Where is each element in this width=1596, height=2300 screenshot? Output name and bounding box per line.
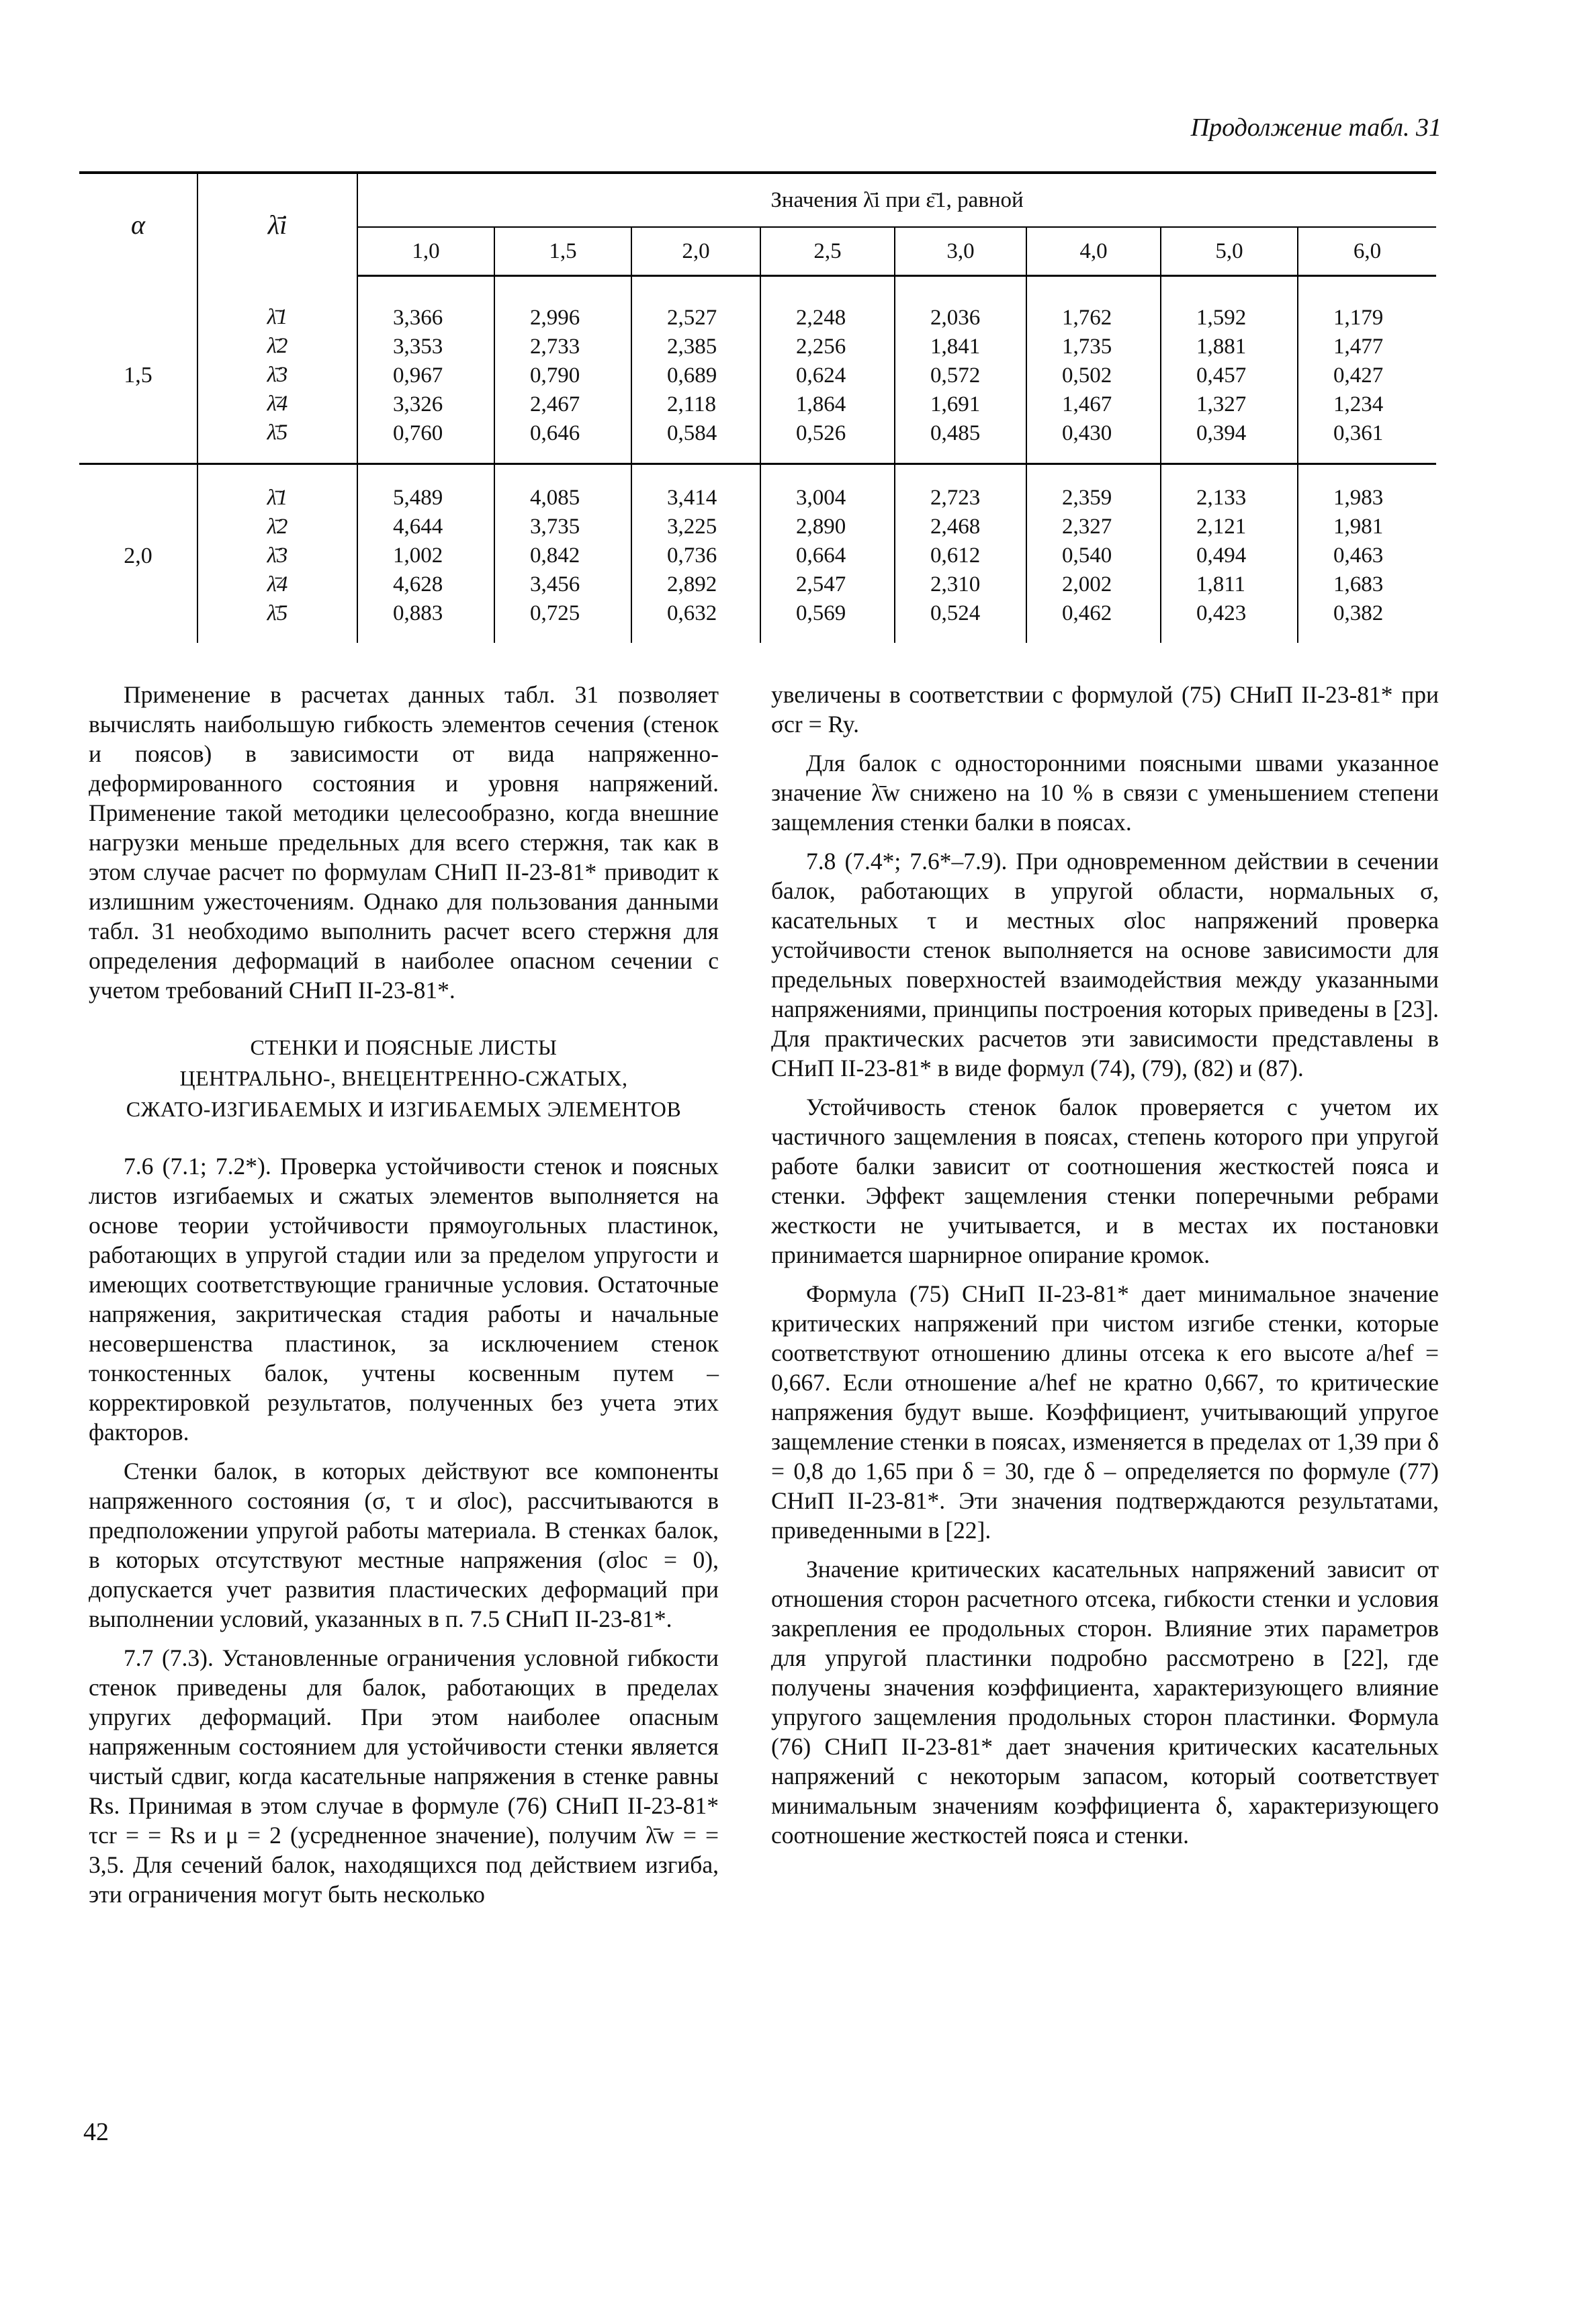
paragraph: Устойчивость стенок балок проверяется с учетом их частичного защемления в поясах, степень которого при упругой работе балки зависит от соотношения жесткостей пояса и стенки. Эффект защемления стенки поперечными ребрами жесткости не учитывается, и в местах их постановки принимается шарнирное опирание кромок. [771,1094,1439,1268]
table-cell: 0,427 [1333,363,1384,388]
table-cell: 1,592 [1196,306,1247,330]
right-text-column [771,680,1439,1859]
table-cell: 0,540 [1062,543,1112,568]
value-column [1026,276,1161,464]
table-cell: 2,468 [930,515,981,539]
paragraph: 7.8 (7.4*; 7.6*–7.9). При одновременном действии в сечении балок, работающих в упругой области, нормальных σ, касательных τ и местных σloc напряжений проверка устойчивости стенок выполняется на основе зависимости для предельных поверхностей взаимодействия между указанными напряжениями, принципы построения которых приведены в [23]. Для практических расчетов эти зависимости представлены в СНиП II-23-81* в виде формул (74), (79), (82) и (87). [771,848,1439,1081]
page-number: 42 [83,2118,109,2146]
table-cell: 0,430 [1062,421,1112,445]
table-cell: 2,733 [530,335,580,359]
table-cell: 2,118 [667,392,717,416]
table-cell: 0,760 [393,421,443,445]
lambda-label: λ̄3 [267,363,288,388]
lambda-label: λ̄5 [267,421,288,445]
value-column [895,464,1026,644]
table-cell: 0,526 [796,421,846,445]
value-column [494,276,631,464]
table-cell: 2,327 [1062,515,1112,539]
table-cell: 0,485 [930,421,981,445]
header-e-value: 3,0 [895,227,1026,276]
lambda-label: λ̄2 [267,334,288,359]
paragraph: Стенки балок, в которых действуют все компоненты напряженного состояния (σ, τ и σloc), рассчитываются в предположении упругой работы материала. В стенках балок, в которых отсутствуют местные напряжения (σloc = 0), допускается учет развития пластических деформаций при выполнении условий, указанных в п. 7.5 СНиП II-23-81*. [89,1458,719,1632]
table-cell: 3,414 [667,486,717,510]
paragraph: 7.6 (7.1; 7.2*). Проверка устойчивости стенок и поясных листов изгибаемых и сжатых элементов выполняется на основе теории устойчивости прямоугольных пластинок, работающих в упругой стадии или за пределом упругости и имеющих соответствующие граничные условия. Остаточные напряжения, закритическая стадия работы и начальные несовершенства пластинок, за исключением стенок тонкостенных балок, учтены косвенным путем – корректировкой результатов, полученных без учета этих факторов. [89,1153,719,1446]
lambda-list [197,276,357,464]
lambda-label: λ̄4 [267,572,288,596]
value-column [631,464,760,644]
section-heading-line: СЖАТО-ИЗГИБАЕМЫХ И ИЗГИБАЕМЫХ ЭЛЕМЕНТОВ [126,1097,682,1121]
table-cell: 1,811 [1196,572,1246,596]
header-e-value: 2,0 [631,227,760,276]
paragraph: Для балок с односторонними поясными швами указанное значение λ̄w снижено на 10 % в связи с уменьшением степени защемления стенки балки в поясах. [771,750,1439,836]
table-cell: 0,689 [667,363,717,388]
table-cell: 0,494 [1196,543,1247,568]
table-cell: 2,310 [930,572,981,596]
paragraph: Значение критических касательных напряжений зависит от отношения сторон расчетного отсека, гибкости стенки и условия закрепления ее продольных сторон. Влияние этих параметров для упругой пластинки подробно рассмотрено в [22], где получены значения коэффициента, характеризующего влияние упругого защемления продольных сторон пластинки. Формула (76) СНиП II-23-81* дает значения критических касательных напряжений с некоторым запасом, который соответствует минимальным значениям коэффициента δ, характеризующего соотношение жесткостей пояса и стенки. [771,1556,1439,1849]
table-cell: 3,366 [393,306,443,330]
value-column [1298,464,1436,644]
table-cell: 0,524 [930,601,981,625]
value-column [631,276,760,464]
table-cell: 1,467 [1062,392,1112,416]
table-cell: 0,612 [930,543,981,568]
alpha-value: 2,0 [79,464,197,644]
table-cell: 1,234 [1333,392,1384,416]
paragraph: Формула (75) СНиП II-23-81* дает минимальное значение критических напряжений при чистом изгибе стенки, которые соответствуют отношению длины отсека к его высоте a/hef = 0,667. Если отношение a/hef не кратно 0,667, то критические напряжения будут выше. Коэффициент, учитывающий упругое защемление стенки в поясах, изменяется в пределах от 1,39 при δ = 0,8 до 1,65 при δ = 30, где δ – определяется по формуле (77) СНиП II-23-81*. Эти значения подтверждаются результатами, приведенными в [22]. [771,1280,1439,1544]
table-cell: 0,842 [530,543,580,568]
value-column [357,276,494,464]
table-cell: 0,502 [1062,363,1112,388]
value-column [760,464,895,644]
table-cell: 2,121 [1196,515,1247,539]
table-cell: 1,762 [1062,306,1112,330]
table-cell: 1,841 [930,335,981,359]
value-column [1161,276,1298,464]
table-cell: 0,423 [1196,601,1247,625]
header-values-caption: Значения λ̄i при ε̄1, равной [357,173,1436,227]
table-cell: 2,890 [796,515,846,539]
table-cell: 3,326 [393,392,443,416]
table-cell: 2,385 [667,335,717,359]
table-cell: 0,967 [393,363,443,388]
table-cell: 1,735 [1062,335,1112,359]
table-cell: 4,628 [393,572,443,596]
table-cell: 2,547 [796,572,846,596]
table-cell: 0,883 [393,601,443,625]
paragraph: 7.7 (7.3). Установленные ограничения условной гибкости стенок приведены для балок, работающих в пределах упругих деформаций. При этом наиболее опасным напряженным состоянием для устойчивости стенки является чистый сдвиг, когда касательные напряжения в стенке равны Rs. Принимая в этом случае в формуле (76) СНиП II-23-81* τcr = = Rs и μ = 2 (усредненное значение), получим λ̄w = = 3,5. Для сечений балок, находящихся под действием изгиба, эти ограничения могут быть несколько [89,1644,719,1908]
alpha-value: 1,5 [79,276,197,464]
table-cell: 5,489 [393,486,443,510]
table-header-row [79,173,1436,227]
value-column [494,464,631,644]
table-cell: 2,248 [796,306,846,330]
table-cell: 3,456 [530,572,580,596]
lambda-label: λ̄1 [267,305,288,330]
table-cell: 2,133 [1196,486,1247,510]
table-cell: 2,002 [1062,572,1112,596]
header-e-value: 1,0 [357,227,494,276]
left-text-column [89,680,719,1918]
table-cell: 2,359 [1062,486,1112,510]
paragraph: увеличены в соответствии с формулой (75) СНиП II-23-81* при σcr = Ry. [771,681,1439,738]
table-cell: 1,683 [1333,572,1384,596]
value-column [1298,276,1436,464]
table-continuation-label: Продолжение табл. 31 [1190,114,1442,142]
table-cell: 0,736 [667,543,717,568]
header-alpha: α [79,173,197,276]
lambda-label: λ̄4 [267,392,288,416]
table-cell: 0,632 [667,601,717,625]
table-cell: 1,864 [796,392,846,416]
header-e-value: 2,5 [760,227,895,276]
table-cell: 2,723 [930,486,981,510]
data-table [79,171,1436,643]
table-cell: 0,624 [796,363,846,388]
header-e-value: 1,5 [494,227,631,276]
table-cell: 1,179 [1333,306,1384,330]
table-cell: 1,002 [393,543,443,568]
table-cell: 0,569 [796,601,846,625]
lambda-label: λ̄5 [267,601,288,625]
lambda-label: λ̄3 [267,543,288,568]
table-cell: 1,477 [1333,335,1384,359]
table-group-alpha-1-5 [79,276,1436,464]
table-cell: 0,790 [530,363,580,388]
table-cell: 0,382 [1333,601,1384,625]
value-column [895,276,1026,464]
table-cell: 1,327 [1196,392,1247,416]
table-cell: 3,225 [667,515,717,539]
header-lambda: λ̄i [197,173,357,276]
table-cell: 0,725 [530,601,580,625]
table-cell: 1,691 [930,392,981,416]
lambda-label: λ̄2 [267,515,288,539]
paragraph: Применение в расчетах данных табл. 31 позволяет вычислять наибольшую гибкость элементов сечения (стенок и поясов) в зависимости от вида напряженно-деформированного состояния и уровня напряжений. Применение такой методики целесообразно, когда внешние нагрузки меньше предельных для всего стержня, так как в этом случае расчет по формулам СНиП II-23-81* приводит к излишним ужесточениям. Однако для пользования данными табл. 31 необходимо выполнить расчет всего стержня для определения деформаций в наиболее опасном сечении с учетом требований СНиП II-23-81*. [89,681,719,1004]
section-heading [89,1032,719,1124]
table-cell: 0,664 [796,543,846,568]
table-cell: 0,584 [667,421,717,445]
table-cell: 2,036 [930,306,981,330]
table-cell: 0,457 [1196,363,1247,388]
table-cell: 0,572 [930,363,981,388]
table-cell: 2,256 [796,335,846,359]
table-cell: 0,361 [1333,421,1384,445]
table-cell: 0,394 [1196,421,1247,445]
table-cell: 0,463 [1333,543,1384,568]
header-e-value: 4,0 [1026,227,1161,276]
table-cell: 3,004 [796,486,846,510]
table-group-alpha-2-0 [79,464,1436,644]
table-cell: 4,644 [393,515,443,539]
table-cell: 2,527 [667,306,717,330]
value-column [1161,464,1298,644]
table-cell: 1,983 [1333,486,1384,510]
value-column [357,464,494,644]
section-heading-line: СТЕНКИ И ПОЯСНЫЕ ЛИСТЫ [250,1035,558,1059]
table-cell: 0,462 [1062,601,1112,625]
table-cell: 2,467 [530,392,580,416]
table-cell: 4,085 [530,486,580,510]
table-cell: 2,996 [530,306,580,330]
table-cell: 0,646 [530,421,580,445]
table-cell: 1,881 [1196,335,1247,359]
value-column [1026,464,1161,644]
value-column [760,276,895,464]
section-heading-line: ЦЕНТРАЛЬНО-, ВНЕЦЕНТРЕННО-СЖАТЫХ, [179,1066,628,1090]
table-cell: 3,353 [393,335,443,359]
header-e-value: 5,0 [1161,227,1298,276]
table-cell: 3,735 [530,515,580,539]
table-cell: 2,892 [667,572,717,596]
lambda-label: λ̄1 [267,486,288,510]
header-e-value: 6,0 [1298,227,1436,276]
lambda-list [197,464,357,644]
table-cell: 1,981 [1333,515,1384,539]
